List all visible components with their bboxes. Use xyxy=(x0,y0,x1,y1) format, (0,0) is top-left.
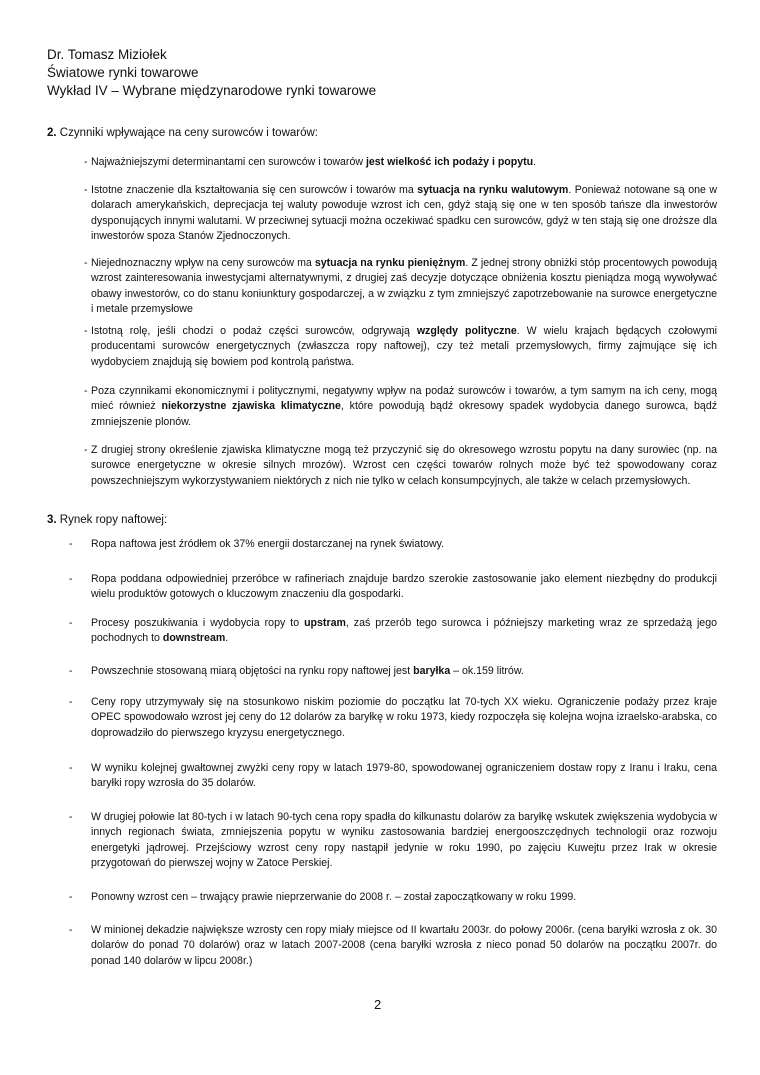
item-text: , które powodują bądź okresowy spadek wydobycia danego surowca, bądź zmniejszenie plonów. xyxy=(91,400,718,428)
author-line: Dr. Tomasz Miziołek xyxy=(47,47,167,62)
section-2-heading xyxy=(47,127,318,139)
section-3-item xyxy=(69,923,717,969)
lecture-line: Wykład IV – Wybrane międzynarodowe rynki towarowe xyxy=(47,83,377,98)
item-emphasis: jest wielkość ich podaży i popytu xyxy=(365,156,534,168)
section-3-item xyxy=(69,761,717,792)
item-text: Ropa naftowa jest źródłem ok 37% energii dostarczanej na rynek światowy. xyxy=(91,538,445,550)
item-text: Procesy poszukiwania i wydobycia ropy to xyxy=(91,617,305,629)
item-text: . W wielu krajach będących czołowymi producentami surowców energetycznych (zwłaszcza ropy naftowej), czy też metali przemysłowych, firmy zajmujące się ich wydobyciem znajdują się bowiem pod kontrolą państwa. xyxy=(91,325,717,368)
section-2-item xyxy=(84,155,717,170)
item-text: . Ponieważ notowane są one w dolarach amerykańskich, deprecjacja tej waluty powoduje wzrost ich cen, gdyż stają się one w ten sposób tańsze dla inwestorów dysponujących innymi walutami. W przeciwnej sytuacji można oczekiwać spadku cen surowców, gdyż w ten stają się one droższe dla inwestorów spoza Stanów Zjednoczonych. xyxy=(91,184,717,243)
section-3-title: Rynek ropy naftowej: xyxy=(56,514,168,526)
item-emphasis: upstram xyxy=(304,617,346,629)
bullet-dash: - xyxy=(69,811,73,823)
item-emphasis: sytuacja na rynku pieniężnym xyxy=(314,257,466,269)
bullet-dash: - xyxy=(84,444,88,456)
bullet-dash: - xyxy=(69,617,73,629)
item-text: . Z jednej strony obniżki stóp procentowych powodują wzrost zainteresowania inwestycjami alternatywnymi, z drugiej zaś decyzje dotyczące obniżenia kosztu pieniądza mogą wywoływać obawy inwestorów, co do stanu koniunktury gospodarczej, a w związku z tym zmniejszyć zapotrzebowanie na surowce energetyczne i metale przemysłowe xyxy=(91,257,717,316)
section-3-item xyxy=(69,616,717,647)
section-2-item xyxy=(84,256,717,318)
item-emphasis: downstream xyxy=(162,632,226,645)
bullet-dash: - xyxy=(69,665,73,677)
section-3-item xyxy=(69,695,717,741)
item-text: Poza czynnikami ekonomicznymi i politycznymi, negatywny wpływ na podaż surowców i towarów, a tym samym na ich ceny, mogą mieć również xyxy=(91,385,717,413)
item-text: Ropa poddana odpowiedniej przeróbce w rafineriach znajduje bardzo szerokie zastosowanie jako element niezbędny do produkcji wielu produktów gotowych o kluczowym znaczeniu dla gospodarki. xyxy=(91,573,717,601)
bullet-dash: - xyxy=(69,538,73,550)
item-text: Najważniejszymi determinantami cen surowców i towarów xyxy=(91,156,366,168)
bullet-dash: - xyxy=(69,924,73,936)
section-2-title: Czynniki wpływające na ceny surowców i towarów: xyxy=(56,127,318,139)
item-text: W minionej dekadzie największe wzrosty cen ropy miały miejsce od II kwartału 2003r. do połowy 2006r. (cena baryłki wzrosła z ok. 30 dolarów do ponad 70 dolarów) oraz w latach 2007-2008 (cena baryłki wzrosła z nieco ponad 50 dolarów na początku 2007r. do ponad 140 dolarów w lipcu 2008r.) xyxy=(91,924,717,967)
item-text: . xyxy=(225,632,229,645)
section-3-item xyxy=(69,572,717,603)
bullet-dash: - xyxy=(84,385,88,397)
item-text: , zaś przerób tego surowca i późniejszy marketing wraz ze sprzedażą jego pochodnych to xyxy=(91,617,717,645)
bullet-dash: - xyxy=(69,573,73,585)
item-emphasis: sytuacja na rynku walutowym xyxy=(417,184,569,196)
section-3-item xyxy=(69,537,717,552)
section-2-item xyxy=(84,384,718,430)
bullet-dash: - xyxy=(69,891,73,903)
section-3-item xyxy=(69,810,717,872)
item-text: W drugiej połowie lat 80-tych i w latach 90-tych cena ropy spadła do kilkunastu dolarów za baryłkę wskutek zwiększenia wydobycia w innych regionach świata, zmniejszenia popytu w wyniku zastosowania bardziej energooszczędnych technologii oraz rozwoju energetyki jądrowej. Przejściowy wzrost ceny ropy nastąpił jedynie w roku 1990, po zajęciu Kuwejtu przez Irak w okresie przygotowań do pierwszej wojny w Zatoce Perskiej. xyxy=(91,811,717,870)
bullet-dash: - xyxy=(84,257,88,269)
item-text: Powszechnie stosowaną miarą objętości na rynku ropy naftowej jest xyxy=(91,665,414,677)
bullet-dash: - xyxy=(69,696,73,708)
section-3-number: 3. xyxy=(47,514,57,526)
item-text: Istotną rolę, jeśli chodzi o podaż części surowców, odgrywają xyxy=(91,325,417,337)
item-text: Niejednoznaczny wpływ na ceny surowców ma xyxy=(91,257,315,269)
bullet-dash: - xyxy=(84,156,88,168)
item-text: W wyniku kolejnej gwałtownej zwyżki ceny ropy w latach 1979-80, spowodowanej ograniczeniem dostaw ropy z Iranu i Iraku, cena baryłki ropy wzrosła do 35 dolarów. xyxy=(91,762,717,790)
course-line: Światowe rynki towarowe xyxy=(47,65,199,80)
section-3-item xyxy=(69,664,717,679)
item-text: Z drugiej strony określenie zjawiska klimatyczne mogą też przyczynić się do okresowego wzrostu popytu na dany surowiec (np. na surowce energetyczne w okresie silnych mrozów). Wzrost cen części towarów rolnych może być też spowodowany coraz powszechniejszym wykorzystywaniem niektórych z nich nie tylko w celach konsumpcyjnych, ale także w celach przemysłowych. xyxy=(91,444,717,487)
section-2-item xyxy=(84,443,717,489)
item-text: Ponowny wzrost cen – trwający prawie nieprzerwanie do 2008 r. – został zapoczątkowany w roku 1999. xyxy=(91,891,577,903)
item-emphasis: niekorzystne zjawiska klimatyczne xyxy=(161,400,341,413)
item-text: . xyxy=(533,156,537,168)
section-2-number: 2. xyxy=(47,127,57,139)
item-emphasis: baryłka xyxy=(413,665,451,677)
item-text: Istotne znaczenie dla kształtowania się cen surowców i towarów ma xyxy=(91,184,418,196)
bullet-dash: - xyxy=(84,325,88,337)
page-number: 2 xyxy=(374,997,382,1012)
section-3-item xyxy=(69,890,717,905)
bullet-dash: - xyxy=(84,184,88,196)
bullet-dash: - xyxy=(69,762,73,774)
section-2-item xyxy=(84,183,717,245)
document-header xyxy=(47,46,376,100)
item-text: – ok.159 litrów. xyxy=(450,665,524,677)
item-text: Ceny ropy utrzymywały się na stosunkowo niskim poziomie do początku lat 70-tych XX wieku. Ograniczenie podaży przez kraje OPEC spowodowało wzrost jej ceny do 12 dolarów za baryłkę w roku 1973, kiedy rozpoczęła się kolejna wojna izraelsko-arabska, co doprowadziło do pierwszego kryzysu energetycznego. xyxy=(91,696,717,739)
item-emphasis: względy polityczne xyxy=(416,325,517,337)
section-2-item xyxy=(84,324,717,370)
section-3-heading xyxy=(47,514,167,526)
